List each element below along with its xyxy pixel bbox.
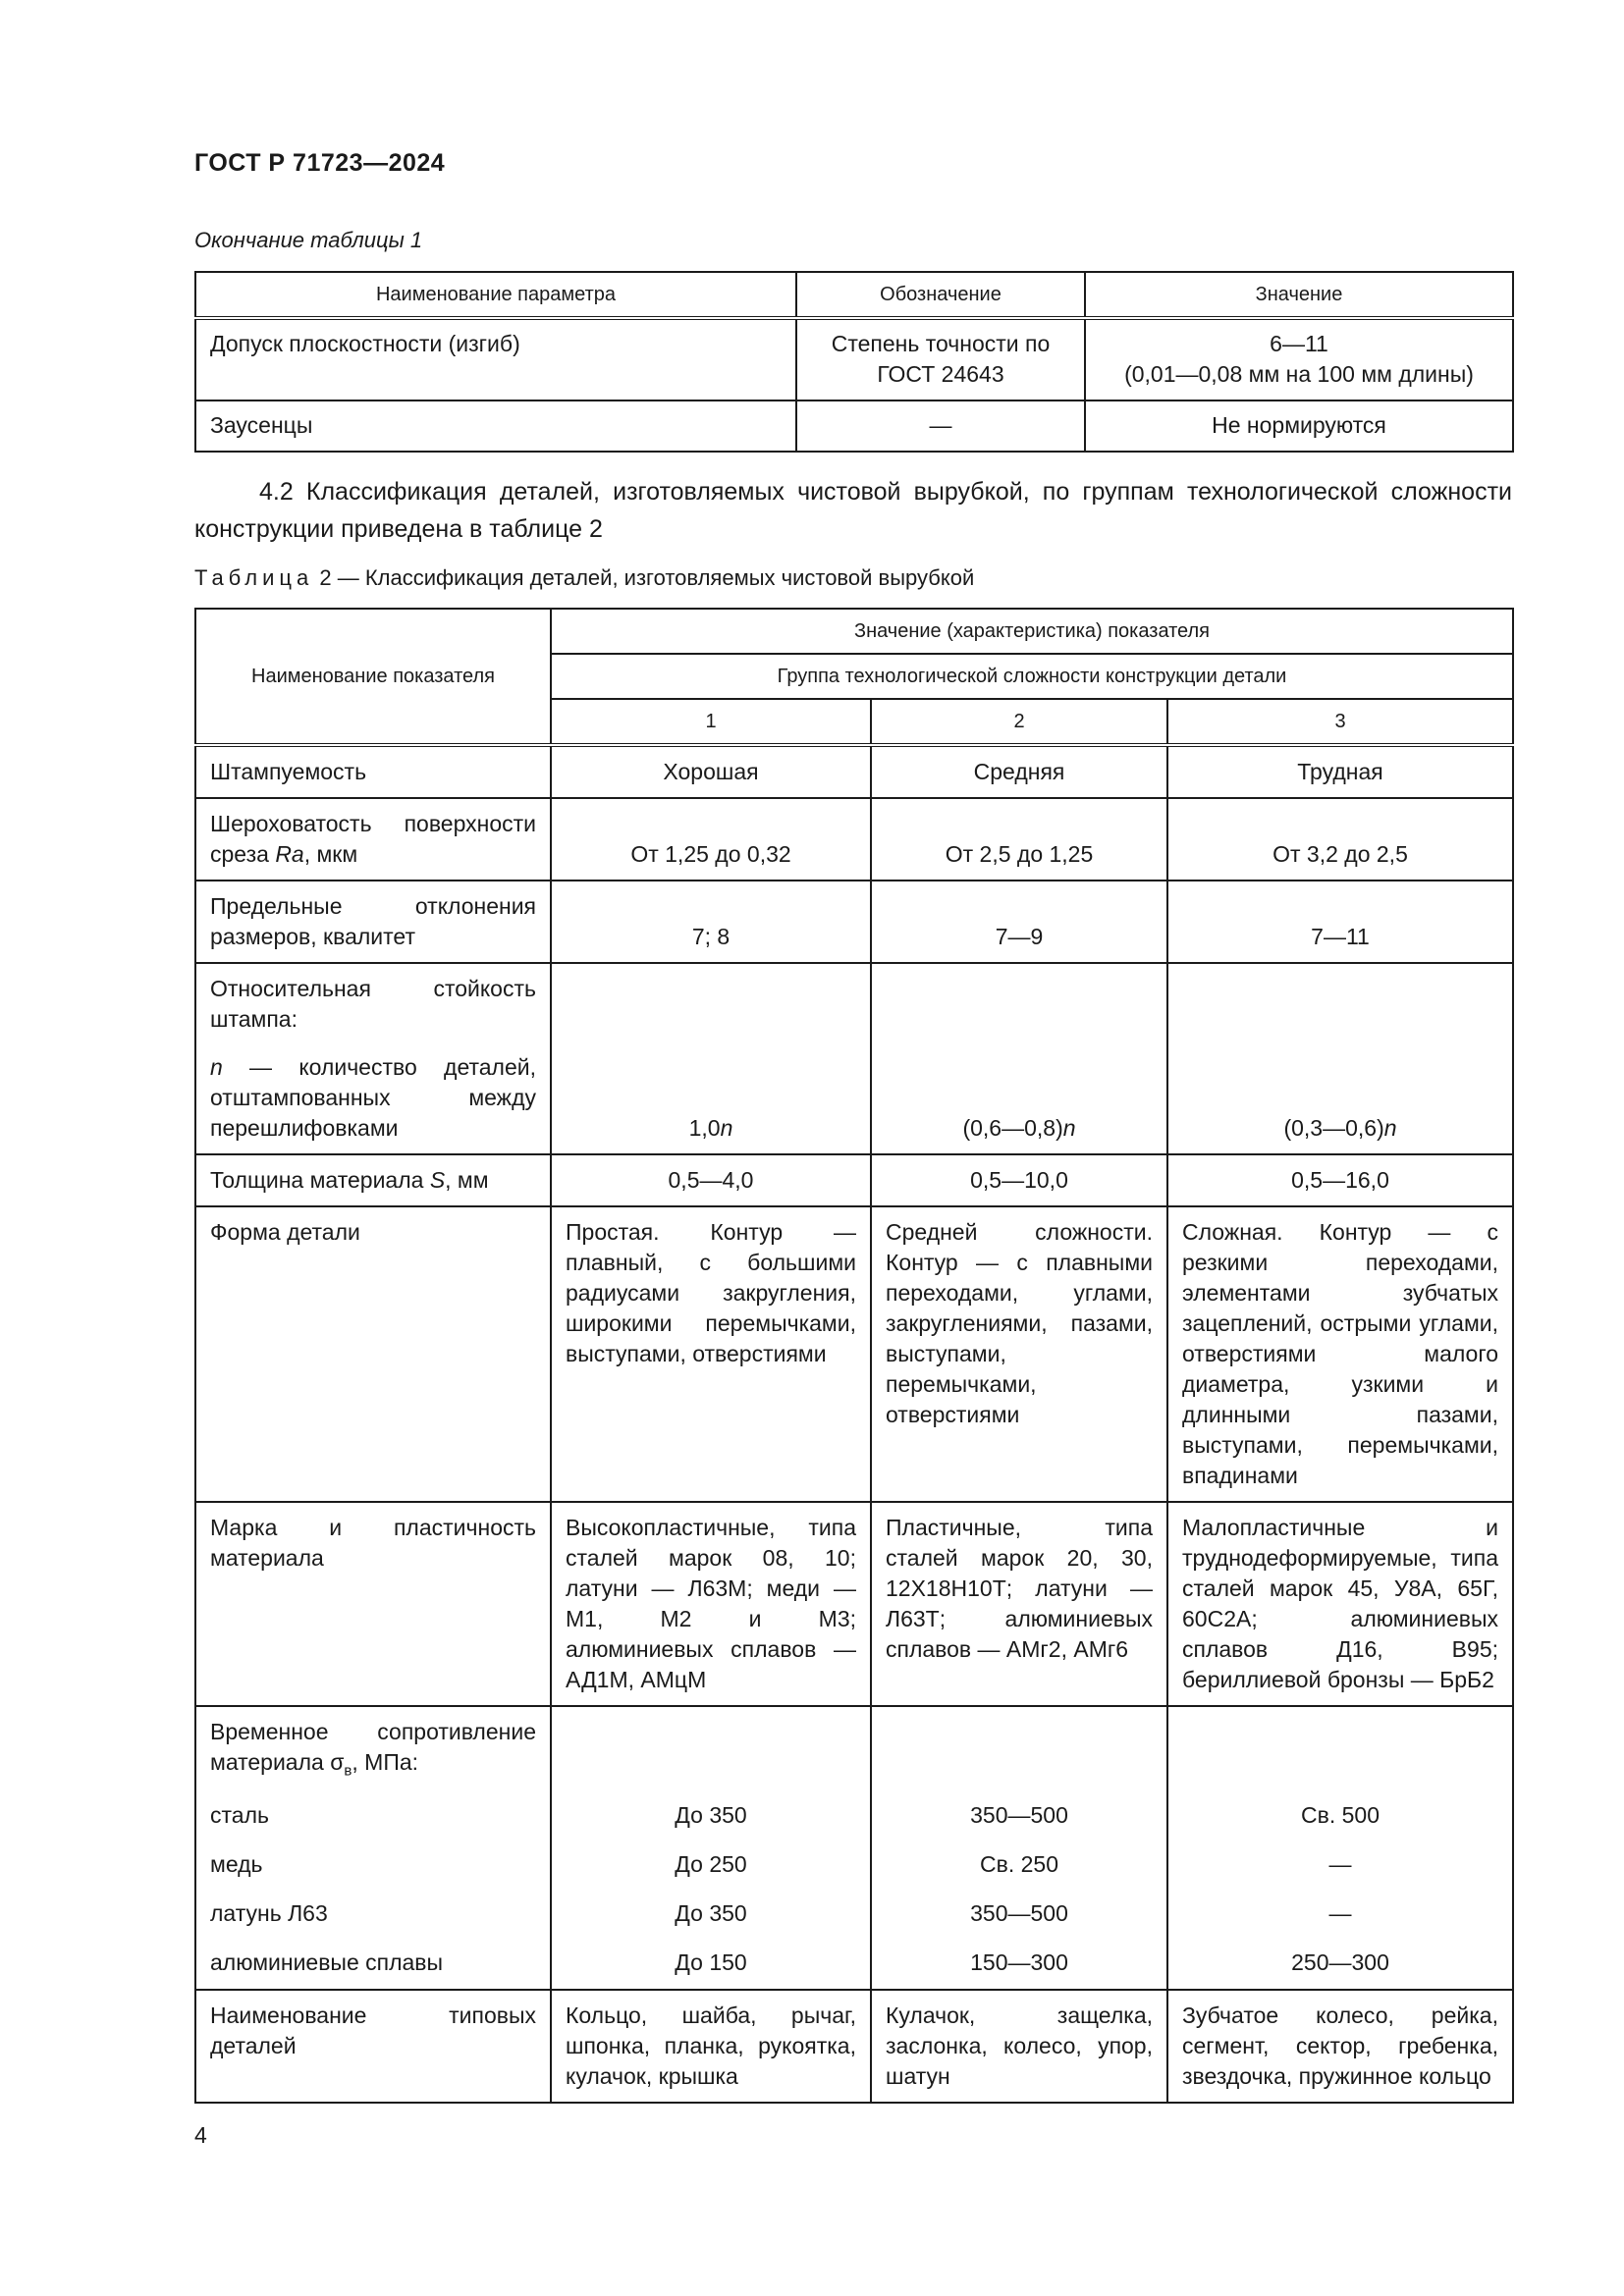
strength-g2-brass: 350—500	[970, 1899, 1068, 1926]
deviations-group1: 7; 8	[551, 881, 871, 963]
typical-group3: Зубчатое колесо, рейка, сегмент, сектор, гребенка, звездочка, пружинное кольцо	[1167, 1990, 1513, 2103]
table-row	[195, 1206, 1513, 1502]
material-group3: Малопластичные и труднодеформируемые, типа сталей марок 45, У8А, 65Г, 60С2А; алюминиевых сплавов Д16, В95; бериллиевой бронзы — БрБ2	[1167, 1502, 1513, 1706]
durability-value-1: 1,0	[688, 1115, 721, 1141]
row-name-deviations: Предельные отклонения размеров, квалитет	[195, 881, 551, 963]
cell-flatness-name: Допуск плоскостности (изгиб)	[195, 318, 796, 400]
strength-g1-aluminium: До 150	[675, 1949, 747, 1975]
document-code: ГОСТ Р 71723—2024	[194, 149, 446, 177]
stampability-group2: Средняя	[871, 745, 1167, 798]
table-row	[195, 400, 1513, 452]
durability-group1	[551, 963, 871, 1154]
strength-subscript: в	[344, 1762, 352, 1780]
stampability-group3: Трудная	[1167, 745, 1513, 798]
thickness-symbol: S	[429, 1167, 446, 1193]
material-group2: Пластичные, типа сталей марок 20, 30, 12Х18Н10Т; латуни — Л63Т; алюминиевых сплавов — АМг2, АМг6	[871, 1502, 1167, 1706]
page-number: 4	[194, 2122, 207, 2148]
thickness-name-part2: , мм	[445, 1167, 489, 1193]
strength-name-part2: , МПа:	[352, 1749, 419, 1775]
table-row	[195, 963, 1513, 1154]
table1-header-value: Значение	[1085, 272, 1513, 318]
material-group1: Высокопластичные, типа сталей марок 08, 10; латуни — Л63М; меди — М1, М2 и М3; алюминиевых сплавов — АД1М, АМцМ	[551, 1502, 871, 1706]
row-name-stampability: Штампуемость	[195, 745, 551, 798]
row-name-strength	[195, 1706, 551, 1990]
strength-g2-steel: 350—500	[970, 1801, 1068, 1828]
cell-flatness-value	[1085, 318, 1513, 400]
table-row	[195, 1502, 1513, 1706]
strength-g2-copper: Св. 250	[980, 1850, 1058, 1877]
group-number-3: 3	[1167, 699, 1513, 745]
strength-group1	[551, 1706, 871, 1990]
stampability-group1: Хорошая	[551, 745, 871, 798]
flatness-value-line2: (0,01—0,08 мм на 100 мм длины)	[1124, 361, 1474, 387]
roughness-symbol: Ra	[275, 841, 304, 867]
table2-header-value: Значение (характеристика) показателя	[551, 609, 1513, 654]
strength-g1-brass: До 350	[675, 1899, 747, 1926]
thickness-name-part1: Толщина материала	[210, 1167, 430, 1193]
flatness-value-line1: 6—11	[1270, 331, 1328, 356]
durability-note-text: — количество деталей, отштампованных между перешлифовками	[210, 1054, 536, 1141]
cell-burrs-value: Не нормируются	[1085, 400, 1513, 452]
strength-g3-copper: —	[1328, 1850, 1352, 1877]
table1-header-designation: Обозначение	[796, 272, 1085, 318]
strength-material-brass: латунь Л63	[210, 1899, 328, 1926]
durability-group2	[871, 963, 1167, 1154]
roughness-name-part2: , мкм	[303, 841, 358, 867]
typical-group2: Кулачок, защелка, заслонка, колесо, упор, шатун	[871, 1990, 1167, 2103]
thickness-group2: 0,5—10,0	[871, 1154, 1167, 1206]
strength-material-steel: сталь	[210, 1801, 269, 1828]
table1-header-row	[195, 272, 1513, 318]
roughness-name-part1: Шероховатость поверхности среза	[210, 811, 536, 867]
cell-burrs-name: Заусенцы	[195, 400, 796, 452]
row-name-typical: Наименование типовых деталей	[195, 1990, 551, 2103]
durability-value-2: (0,6—0,8)	[962, 1115, 1063, 1141]
table-row	[195, 798, 1513, 881]
strength-group3	[1167, 1706, 1513, 1990]
table1-header-name: Наименование параметра	[195, 272, 796, 318]
shape-group3: Сложная. Контур — с резкими переходами, элементами зубчатых зацеплений, острыми углами, отверстиями малого диаметра, узкими и длинными пазами, выступами, перемычками, впадинами	[1167, 1206, 1513, 1502]
strength-g3-steel: Св. 500	[1301, 1801, 1380, 1828]
durability-unit-1: n	[720, 1115, 733, 1141]
row-name-roughness	[195, 798, 551, 881]
cell-burrs-designation: —	[796, 400, 1085, 452]
thickness-group1: 0,5—4,0	[551, 1154, 871, 1206]
strength-group2	[871, 1706, 1167, 1990]
table2-caption-text: 2 — Классификация деталей, изготовляемых чистовой вырубкой	[319, 565, 975, 590]
roughness-group3: От 3,2 до 2,5	[1167, 798, 1513, 881]
table-row	[195, 1990, 1513, 2103]
table-2	[194, 608, 1514, 2104]
roughness-group1: От 1,25 до 0,32	[551, 798, 871, 881]
deviations-group3: 7—11	[1167, 881, 1513, 963]
table2-caption	[194, 565, 974, 591]
roughness-group2: От 2,5 до 1,25	[871, 798, 1167, 881]
table-row	[195, 745, 1513, 798]
strength-g2-aluminium: 150—300	[970, 1949, 1068, 1975]
group-number-2: 2	[871, 699, 1167, 745]
row-name-durability	[195, 963, 551, 1154]
durability-unit-3: n	[1383, 1115, 1397, 1141]
thickness-group3: 0,5—16,0	[1167, 1154, 1513, 1206]
table-row	[195, 318, 1513, 400]
strength-material-copper: медь	[210, 1850, 263, 1877]
row-name-material: Марка и пластичность материала	[195, 1502, 551, 1706]
cell-flatness-designation: Степень точности по ГОСТ 24643	[796, 318, 1085, 400]
row-name-shape: Форма детали	[195, 1206, 551, 1502]
deviations-group2: 7—9	[871, 881, 1167, 963]
table2-header-name: Наименование показателя	[195, 609, 551, 745]
strength-name-part1: Временное сопротивление материала σ	[210, 1719, 536, 1775]
durability-note	[210, 1052, 536, 1144]
strength-name	[210, 1709, 536, 1790]
table2-header-group: Группа технологической сложности конструкции детали	[551, 654, 1513, 699]
durability-symbol: n	[210, 1054, 223, 1080]
group-number-1: 1	[551, 699, 871, 745]
strength-g3-aluminium: 250—300	[1291, 1949, 1389, 1975]
strength-g1-steel: До 350	[675, 1801, 747, 1828]
table-row	[195, 881, 1513, 963]
durability-unit-2: n	[1062, 1115, 1076, 1141]
paragraph-4-2: 4.2 Классификация деталей, изготовляемых чистовой вырубкой, по группам технологической сложности конструкции приведена в таблице 2	[194, 478, 1512, 543]
strength-g3-brass: —	[1328, 1899, 1352, 1926]
table-1	[194, 271, 1514, 453]
row-name-thickness	[195, 1154, 551, 1206]
strength-material-aluminium: алюминиевые сплавы	[210, 1949, 444, 1975]
strength-g1-copper: До 250	[675, 1850, 747, 1877]
durability-value-3: (0,3—0,6)	[1283, 1115, 1384, 1141]
shape-group2: Средней сложности. Контур — с плавными переходами, углами, закруглениями, пазами, выступами, перемычками, отверстиями	[871, 1206, 1167, 1502]
table-row	[195, 1154, 1513, 1206]
durability-group3	[1167, 963, 1513, 1154]
shape-group1: Простая. Контур — плавный, с большими радиусами закругления, широкими перемычками, выступами, отверстиями	[551, 1206, 871, 1502]
table1-continuation-label: Окончание таблицы 1	[194, 228, 423, 252]
typical-group1: Кольцо, шайба, рычаг, шпонка, планка, рукоятка, кулачок, крышка	[551, 1990, 871, 2103]
durability-name: Относительная стойкость штампа:	[210, 976, 536, 1032]
table2-caption-word: Таблица	[194, 565, 314, 590]
table-row	[195, 1706, 1513, 1990]
